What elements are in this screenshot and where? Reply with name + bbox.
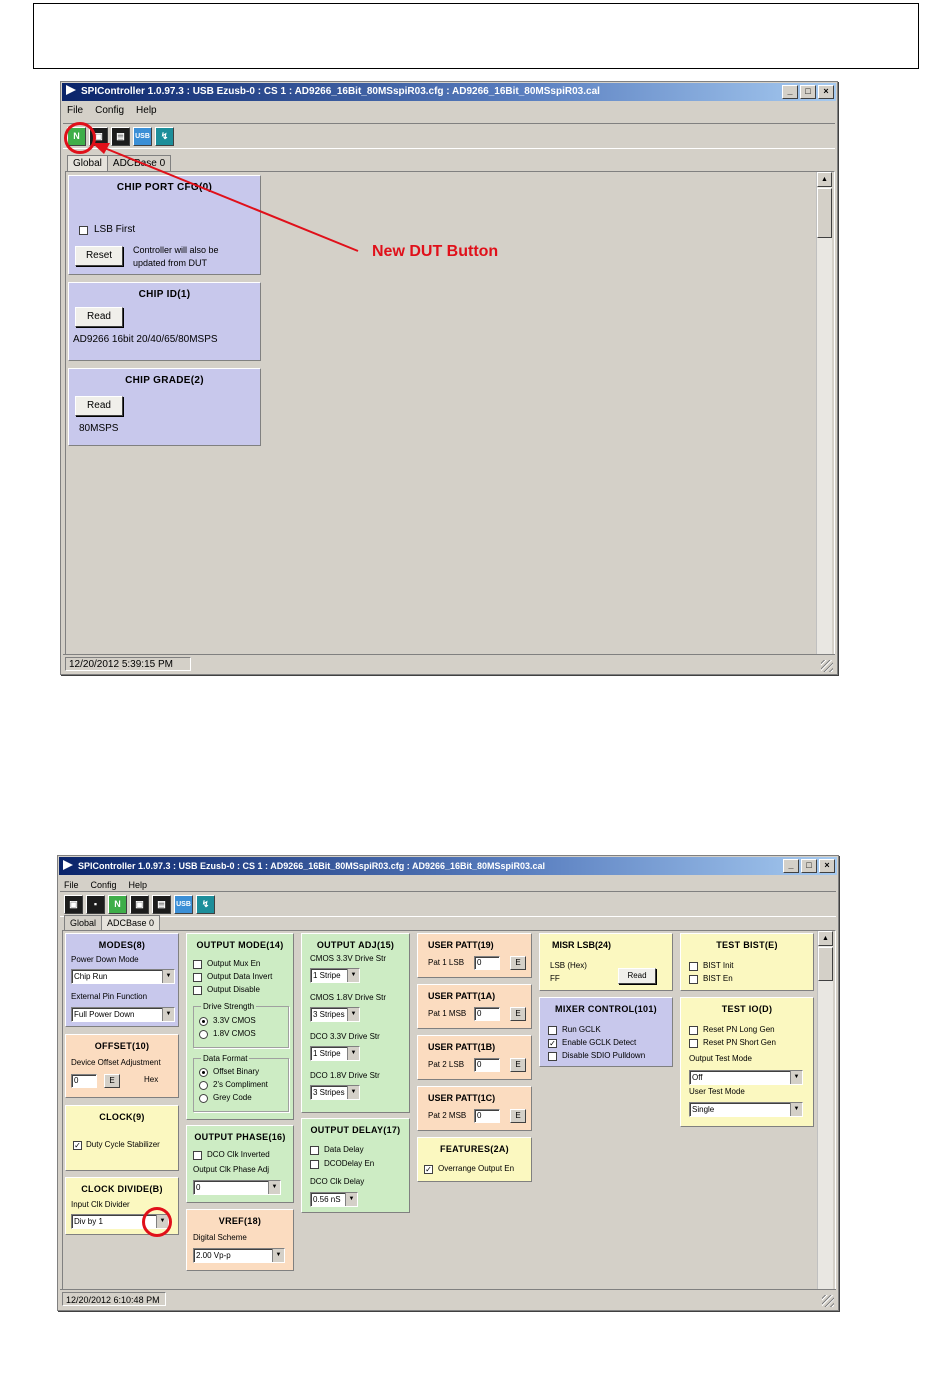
status-bar <box>60 1289 836 1308</box>
run-gclk-checkbox[interactable] <box>548 1026 557 1035</box>
output-test-mode-label: Output Test Mode <box>689 1054 752 1063</box>
dco-clk-delay-label: DCO Clk Delay <box>310 1177 365 1186</box>
graph-icon[interactable]: ↯ <box>155 127 174 146</box>
duty-cycle-checkbox[interactable]: ✓ <box>74 1141 81 1150</box>
offset-e-button[interactable]: E <box>104 1074 120 1088</box>
close-icon[interactable]: × <box>819 859 835 873</box>
run-gclk-label: Run GCLK <box>562 1025 601 1034</box>
bist-en-checkbox[interactable] <box>689 975 698 984</box>
features-panel <box>417 1137 532 1182</box>
new-dut-annotation: New DUT Button <box>372 243 499 260</box>
panel-title: CHIP ID(1) <box>138 289 191 300</box>
offset-input[interactable]: 0 <box>71 1074 97 1088</box>
dco-3v3-select[interactable] <box>310 1046 360 1061</box>
read-button[interactable]: Read <box>75 396 123 416</box>
lsb-first-label: LSB First <box>94 224 136 235</box>
resize-grip-icon[interactable] <box>822 1295 834 1307</box>
dco-inverted-label: DCO Clk Inverted <box>207 1150 270 1159</box>
panel-title: USER PATT(1C) <box>428 1093 496 1103</box>
misr-label: LSB (Hex) <box>550 961 587 970</box>
output-delay-panel <box>301 1118 410 1213</box>
chevron-down-icon: ▼ <box>345 1193 357 1206</box>
panel-title: USER PATT(19) <box>428 940 494 950</box>
pn-short-checkbox[interactable] <box>689 1039 698 1048</box>
select-value: Off <box>692 1073 703 1082</box>
chip-grade-value: 80MSPS <box>79 423 119 434</box>
reset-button[interactable]: Reset <box>75 246 123 266</box>
select-value: 3 Stripes <box>313 1088 345 1097</box>
output-phase-panel <box>186 1125 294 1203</box>
test-bist-panel <box>680 933 814 991</box>
pat-e-button[interactable]: E <box>510 1007 526 1021</box>
dco-delay-checkbox[interactable] <box>310 1160 319 1169</box>
new-dut-button[interactable]: N <box>108 895 127 914</box>
panel-title: OFFSET(10) <box>94 1041 150 1051</box>
menu-config[interactable]: Config <box>95 105 125 116</box>
register-map-icon[interactable]: ▤ <box>111 127 130 146</box>
chevron-down-icon: ▼ <box>162 1008 174 1021</box>
panel-title: CHIP GRADE(2) <box>125 375 204 386</box>
user-patt-1b-panel <box>417 1035 532 1080</box>
title-bar <box>59 857 837 875</box>
digital-scheme-select[interactable] <box>193 1248 285 1263</box>
tab-bar <box>64 915 159 931</box>
pn-short-label: Reset PN Short Gen <box>703 1038 776 1047</box>
offset-binary-radio[interactable] <box>199 1068 208 1077</box>
pat-input[interactable]: 0 <box>474 956 500 970</box>
chevron-down-icon: ▼ <box>162 970 174 983</box>
dco-3v3-label: DCO 3.3V Drive Str <box>310 1032 380 1041</box>
drive-1v8-radio[interactable] <box>199 1030 208 1039</box>
chevron-down-icon: ▼ <box>790 1071 802 1084</box>
pat-input[interactable]: 0 <box>474 1109 500 1123</box>
save-icon[interactable]: ▪ <box>86 895 105 914</box>
select-value: 3 Stripes <box>313 1010 345 1019</box>
cmos-1v8-label: CMOS 1.8V Drive Str <box>310 993 387 1002</box>
tab-adcbase[interactable]: ADCBase 0 <box>101 915 160 931</box>
user-test-mode-select[interactable] <box>689 1102 803 1117</box>
maximize-icon[interactable]: □ <box>801 859 817 873</box>
tab-global[interactable]: Global <box>64 915 102 931</box>
phase-adj-label: Output Clk Phase Adj <box>193 1165 270 1174</box>
chevron-down-icon: ▼ <box>347 969 359 982</box>
drive-strength-group <box>193 1006 289 1048</box>
controller-note-2: updated from DUT <box>133 258 208 268</box>
scroll-up-icon[interactable]: ▲ <box>817 172 832 187</box>
dco-1v8-select[interactable] <box>310 1085 360 1100</box>
chip-icon[interactable]: ▣ <box>64 895 83 914</box>
select-value: Div by 1 <box>74 1217 103 1226</box>
vertical-scrollbar[interactable] <box>817 931 833 1289</box>
output-mux-label: Output Mux En <box>207 959 261 968</box>
graph-icon[interactable]: ↯ <box>196 895 215 914</box>
panel-title: MODES(8) <box>98 940 146 950</box>
select-value: Chip Run <box>74 972 108 981</box>
bist-en-label: BIST En <box>703 974 733 983</box>
drive-3v3-label: 3.3V CMOS <box>213 1016 256 1025</box>
bist-init-label: BIST Init <box>703 961 734 970</box>
panel-title: OUTPUT MODE(14) <box>196 940 284 950</box>
pat-label: Pat 1 MSB <box>428 1009 467 1018</box>
user-patt-1c-panel <box>417 1086 532 1131</box>
resize-grip-icon[interactable] <box>821 660 833 672</box>
vref-panel <box>186 1209 294 1271</box>
chevron-down-icon: ▼ <box>156 1215 168 1228</box>
window-title: SPIController 1.0.97.3 : USB Ezusb-0 : CS 1 : AD9266_16Bit_80MSspiR03.cfg : AD9266_16Bit_80MSspiR03.cal <box>81 86 600 97</box>
chevron-down-icon: ▼ <box>347 1086 359 1099</box>
pat-label: Pat 1 LSB <box>428 958 465 967</box>
test-io-panel <box>680 997 814 1127</box>
ext-pin-select[interactable] <box>71 1007 175 1022</box>
menu-help[interactable]: Help <box>128 880 148 890</box>
dco-1v8-label: DCO 1.8V Drive Str <box>310 1071 380 1080</box>
select-value: 1 Stripe <box>313 971 341 980</box>
menu-help[interactable]: Help <box>136 105 157 116</box>
power-down-label: Power Down Mode <box>71 955 139 964</box>
modes-panel <box>65 933 179 1027</box>
status-timestamp: 12/20/2012 6:10:48 PM <box>62 1292 166 1306</box>
user-patt-1a-panel <box>417 984 532 1029</box>
misr-read-button[interactable]: Read <box>618 968 656 984</box>
maximize-icon[interactable]: □ <box>800 85 816 99</box>
output-disable-label: Output Disable <box>207 985 260 994</box>
usb-icon[interactable]: USB <box>174 895 193 914</box>
twos-compliment-radio[interactable] <box>199 1081 208 1090</box>
data-invert-label: Output Data Invert <box>207 972 273 981</box>
enable-gclk-label: Enable GCLK Detect <box>562 1038 637 1047</box>
drive-3v3-radio[interactable] <box>199 1017 208 1026</box>
offset-label: Device Offset Adjustment <box>71 1058 161 1067</box>
output-mux-checkbox[interactable] <box>193 960 202 969</box>
misr-lsb-panel <box>539 933 673 991</box>
pat-e-button[interactable]: E <box>510 1109 526 1123</box>
pn-long-label: Reset PN Long Gen <box>703 1025 775 1034</box>
panel-title: CHIP PORT CFG(0) <box>116 182 213 193</box>
panel-title: OUTPUT PHASE(16) <box>194 1132 286 1142</box>
menu-file[interactable]: File <box>64 880 79 890</box>
tab-adcbase[interactable]: ADCBase 0 <box>107 155 171 171</box>
new-dut-button[interactable]: N <box>67 127 86 146</box>
output-test-mode-select[interactable] <box>689 1070 803 1085</box>
user-test-mode-label: User Test Mode <box>689 1087 745 1096</box>
misr-value: FF <box>550 974 560 983</box>
chip-grade-panel <box>68 368 261 446</box>
select-value: Full Power Down <box>74 1010 135 1019</box>
data-delay-label: Data Delay <box>324 1145 364 1154</box>
minimize-icon[interactable]: _ <box>782 85 798 99</box>
data-delay-checkbox[interactable] <box>310 1146 319 1155</box>
chevron-down-icon: ▼ <box>347 1008 359 1021</box>
cmos-1v8-select[interactable] <box>310 1007 360 1022</box>
dco-clk-delay-select[interactable] <box>310 1192 358 1207</box>
app-icon <box>63 860 73 870</box>
select-value: 0 <box>196 1183 201 1192</box>
cmos-3v3-label: CMOS 3.3V Drive Str <box>310 954 387 963</box>
dco-delay-label: DCODelay En <box>324 1159 375 1168</box>
read-button[interactable]: Read <box>75 307 123 327</box>
pat-e-button[interactable]: E <box>510 1058 526 1072</box>
power-down-select[interactable] <box>71 969 175 984</box>
pat-input[interactable]: 0 <box>474 1007 500 1021</box>
grey-code-radio[interactable] <box>199 1094 208 1103</box>
pat-input[interactable]: 0 <box>474 1058 500 1072</box>
hex-label: Hex <box>144 1075 159 1084</box>
register-map-icon[interactable]: ▤ <box>152 895 171 914</box>
chevron-down-icon: ▼ <box>268 1181 280 1194</box>
panel-title: USER PATT(1B) <box>428 1042 496 1052</box>
panel-title: OUTPUT ADJ(15) <box>316 940 395 950</box>
sdio-pulldown-label: Disable SDIO Pulldown <box>562 1051 646 1060</box>
controller-note: Controller will also be <box>133 245 219 255</box>
panel-title: MISR LSB(24) <box>552 940 612 950</box>
usb-icon[interactable]: USB <box>133 127 152 146</box>
output-mode-panel <box>186 933 294 1120</box>
data-format-label: Data Format <box>203 1054 248 1063</box>
panel-title: TEST BIST(E) <box>716 940 778 950</box>
user-patt-19-panel <box>417 933 532 978</box>
chevron-down-icon: ▼ <box>272 1249 284 1262</box>
duty-cycle-label: Duty Cycle Stabilizer <box>86 1140 160 1149</box>
pat-label: Pat 2 MSB <box>428 1111 467 1120</box>
drive-1v8-label: 1.8V CMOS <box>213 1029 256 1038</box>
panel-title: TEST IO(D) <box>721 1004 773 1014</box>
select-value: 2.00 Vp-p <box>196 1251 231 1260</box>
pn-long-checkbox[interactable] <box>689 1026 698 1035</box>
overrange-label: Overrange Output En <box>438 1164 515 1173</box>
menu-file[interactable]: File <box>67 105 84 116</box>
sdio-pulldown-checkbox[interactable] <box>548 1052 557 1061</box>
window-title: SPIController 1.0.97.3 : USB Ezusb-0 : CS 1 : AD9266_16Bit_80MSspiR03.cfg : AD9266_16Bit_80MSspiR03.cal <box>78 861 546 871</box>
menu-config[interactable]: Config <box>90 880 117 890</box>
select-value: Single <box>692 1105 715 1114</box>
chip-icon[interactable]: ▣ <box>89 127 108 146</box>
panel-title: MIXER CONTROL(101) <box>555 1004 657 1014</box>
overrange-checkbox[interactable]: ✓ <box>425 1165 432 1174</box>
dco-inverted-checkbox[interactable] <box>193 1151 202 1160</box>
clk-divider-label: Input Clk Divider <box>71 1200 130 1209</box>
status-timestamp: 12/20/2012 5:39:15 PM <box>65 657 191 671</box>
data-invert-checkbox[interactable] <box>193 973 202 982</box>
offset-panel <box>65 1034 179 1098</box>
toolbar <box>60 891 836 917</box>
cmos-3v3-select[interactable] <box>310 968 360 983</box>
minimize-icon[interactable]: _ <box>783 859 799 873</box>
digital-scheme-label: Digital Scheme <box>193 1233 247 1242</box>
bist-init-checkbox[interactable] <box>689 962 698 971</box>
select-value: 1 Stripe <box>313 1049 341 1058</box>
twos-compliment-label: 2's Compliment <box>213 1080 268 1089</box>
drive-strength-label: Drive Strength <box>203 1002 255 1011</box>
scroll-thumb[interactable] <box>818 947 833 981</box>
close-icon[interactable]: × <box>818 85 834 99</box>
scroll-up-icon[interactable]: ▲ <box>818 931 833 946</box>
chevron-down-icon: ▼ <box>790 1103 802 1116</box>
chip-icon[interactable]: ▣ <box>130 895 149 914</box>
chevron-down-icon: ▼ <box>347 1047 359 1060</box>
panel-title: CLOCK(9) <box>99 1112 145 1122</box>
pat-label: Pat 2 LSB <box>428 1060 465 1069</box>
adcbase-panel-area <box>62 930 836 1290</box>
pat-e-button[interactable]: E <box>510 956 526 970</box>
enable-gclk-checkbox[interactable]: ✓ <box>549 1039 556 1048</box>
panel-title: CLOCK DIVIDE(B) <box>81 1184 163 1194</box>
output-disable-checkbox[interactable] <box>193 986 202 995</box>
clock-panel <box>65 1105 179 1171</box>
status-bar <box>63 654 835 673</box>
tab-global[interactable]: Global <box>67 155 108 171</box>
panel-title: OUTPUT DELAY(17) <box>310 1125 401 1135</box>
phase-adj-select[interactable] <box>193 1180 281 1195</box>
grey-code-label: Grey Code <box>213 1093 252 1102</box>
window-spicontroller-adcbase <box>57 855 839 1311</box>
chip-id-value: AD9266 16bit 20/40/65/80MSPS <box>73 334 218 345</box>
select-value: 0.56 nS <box>313 1195 341 1204</box>
output-adj-panel <box>301 933 410 1113</box>
highlight-circle <box>142 1207 172 1237</box>
ext-pin-label: External Pin Function <box>71 992 148 1001</box>
panel-title: USER PATT(1A) <box>428 991 496 1001</box>
offset-binary-label: Offset Binary <box>213 1067 260 1076</box>
panel-title: FEATURES(2A) <box>440 1144 509 1154</box>
panel-title: VREF(18) <box>218 1216 262 1226</box>
mixer-control-panel <box>539 997 673 1067</box>
